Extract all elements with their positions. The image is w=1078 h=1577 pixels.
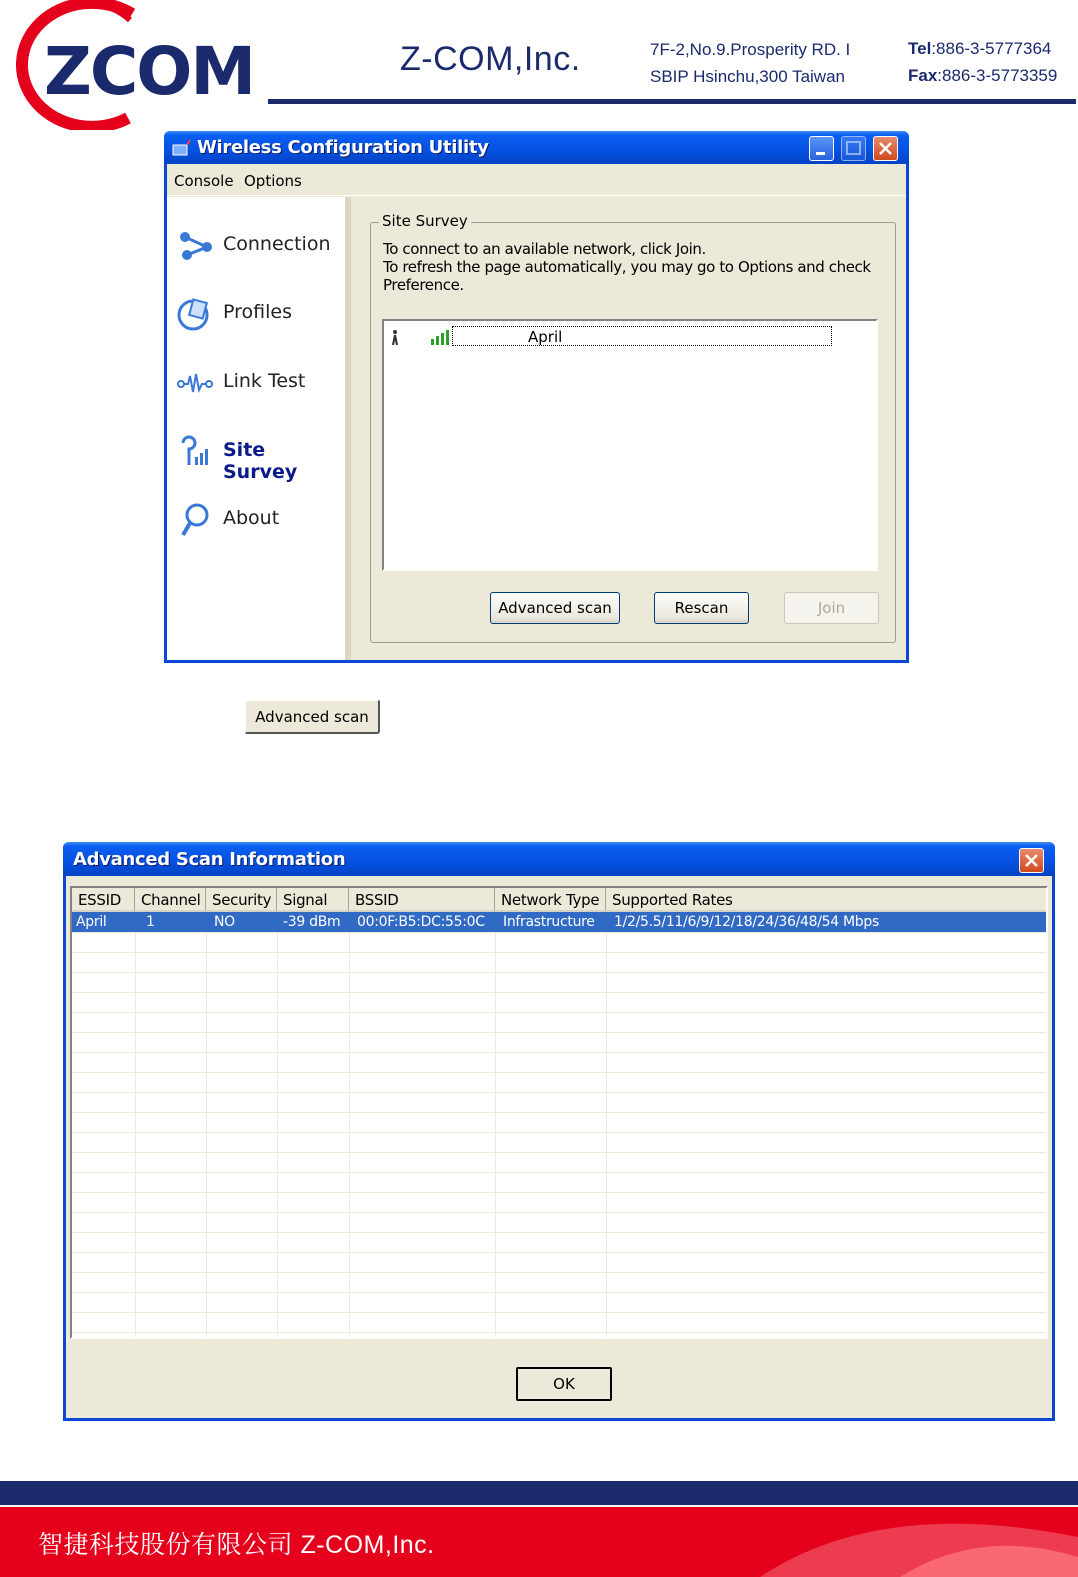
fax: [908, 66, 1057, 86]
scan-results-table: [70, 886, 1048, 1339]
empty-table-row: [72, 1212, 1046, 1233]
advanced-scan-button-illustration[interactable]: Advanced scan: [244, 699, 380, 734]
empty-table-row: [72, 1132, 1046, 1153]
menu-console[interactable]: Console: [174, 172, 234, 190]
empty-table-row: [72, 1152, 1046, 1173]
fax-label: Fax: [908, 66, 938, 85]
footer-bar-top: [0, 1481, 1078, 1505]
info-line-1: To connect to an available network, click Join.: [383, 240, 706, 258]
connection-icon: [177, 227, 213, 263]
cell-security: NO: [214, 914, 235, 930]
cell-network-type: Infrastructure: [503, 914, 595, 930]
nav-profiles-label: Profiles: [223, 301, 292, 323]
site-survey-icon: [177, 433, 213, 469]
network-row[interactable]: [452, 326, 832, 346]
nav-about-label: About: [223, 507, 280, 529]
minimize-button[interactable]: [809, 136, 834, 161]
scan-close-button[interactable]: [1019, 848, 1044, 873]
advanced-scan-window: [63, 842, 1055, 1421]
empty-table-row: [72, 1312, 1046, 1333]
column-header-signal[interactable]: Signal: [277, 888, 349, 912]
empty-table-row: [72, 1032, 1046, 1053]
empty-table-row: [72, 1172, 1046, 1193]
empty-table-row: [72, 1052, 1046, 1073]
info-line-3: Preference.: [383, 276, 464, 294]
empty-table-row: [72, 1252, 1046, 1273]
rescan-button[interactable]: Rescan: [654, 592, 749, 624]
empty-table-row: [72, 1112, 1046, 1133]
empty-table-row: [72, 1272, 1046, 1293]
network-ssid: April: [528, 328, 563, 346]
header-rule: [268, 99, 1076, 104]
empty-table-row: [72, 1092, 1046, 1113]
scan-client-area: [66, 876, 1052, 1418]
fax-value: :886-3-5773359: [937, 66, 1058, 85]
empty-table-row: [72, 1072, 1046, 1093]
link-test-icon: [177, 364, 213, 400]
cell-signal: -39 dBm: [283, 914, 341, 930]
column-header-supported-rates[interactable]: Supported Rates: [606, 888, 1048, 912]
signal-bars-icon: [430, 329, 452, 345]
info-line-2: To refresh the page automatically, you may go to Options and check: [383, 258, 871, 276]
telephone: [908, 39, 1051, 59]
join-button[interactable]: Join: [784, 592, 879, 624]
column-header-essid[interactable]: ESSID: [72, 888, 135, 912]
access-point-icon: [390, 329, 402, 347]
wireless-config-window: [164, 131, 909, 663]
empty-table-row: [72, 1012, 1046, 1033]
column-header-channel[interactable]: Channel: [135, 888, 206, 912]
empty-table-row: [72, 932, 1046, 953]
app-icon: [172, 139, 192, 162]
window-client-area: [167, 164, 906, 660]
empty-table-row: [72, 1232, 1046, 1253]
empty-table-row: [72, 992, 1046, 1013]
column-header-bssid[interactable]: BSSID: [349, 888, 495, 912]
scan-title-bar[interactable]: [63, 842, 1055, 876]
nav-profiles[interactable]: [173, 291, 341, 335]
advanced-scan-button[interactable]: Advanced scan: [490, 592, 620, 624]
network-list: [382, 319, 878, 571]
column-header-network-type[interactable]: Network Type: [495, 888, 606, 912]
menu-options[interactable]: Options: [244, 172, 302, 190]
title-bar[interactable]: [164, 131, 909, 164]
footer-company-text: 智捷科技股份有限公司 Z-COM,Inc.: [38, 1531, 435, 1559]
cell-bssid: 00:0F:B5:DC:55:0C: [357, 914, 485, 930]
nav-link-test[interactable]: [173, 360, 341, 404]
empty-table-row: [72, 1192, 1046, 1213]
company-name: Z-COM,Inc.: [400, 40, 581, 78]
tel-value: :886-3-5777364: [931, 39, 1052, 58]
maximize-button[interactable]: [841, 136, 866, 161]
empty-table-row: [72, 972, 1046, 993]
nav-connection[interactable]: [173, 223, 341, 267]
navigation-panel: [167, 197, 351, 660]
zcom-logo: [0, 0, 275, 130]
profiles-icon: [177, 295, 213, 331]
cell-essid: April: [76, 914, 107, 930]
address-line-2: SBIP Hsinchu,300 Taiwan: [650, 67, 845, 86]
nav-about[interactable]: [173, 497, 341, 541]
nav-link-test-label: Link Test: [223, 370, 306, 392]
tel-label: Tel: [908, 39, 932, 58]
scan-window-title: Advanced Scan Information: [73, 849, 346, 870]
address-line-1: 7F-2,No.9.Prosperity RD. I: [650, 40, 851, 59]
cell-supported-rates: 1/2/5.5/11/6/9/12/18/24/36/48/54 Mbps: [614, 914, 879, 930]
cell-channel: 1: [146, 914, 155, 930]
column-header-security[interactable]: Security: [206, 888, 277, 912]
about-icon: [177, 501, 213, 537]
logo-wordmark: ZCOM: [44, 33, 255, 110]
menu-bar: [167, 164, 906, 196]
site-survey-group: [370, 212, 896, 643]
window-title: Wireless Configuration Utility: [197, 137, 489, 158]
empty-table-row: [72, 952, 1046, 973]
nav-site-survey-label: Site Survey: [223, 439, 298, 483]
nav-site-survey[interactable]: [173, 429, 341, 483]
table-row[interactable]: [72, 912, 1046, 933]
close-button[interactable]: [873, 136, 898, 161]
empty-table-row: [72, 1292, 1046, 1313]
site-survey-panel: [351, 197, 906, 660]
group-title: Site Survey: [379, 212, 471, 230]
ok-button[interactable]: OK: [516, 1367, 612, 1401]
nav-connection-label: Connection: [223, 233, 331, 255]
